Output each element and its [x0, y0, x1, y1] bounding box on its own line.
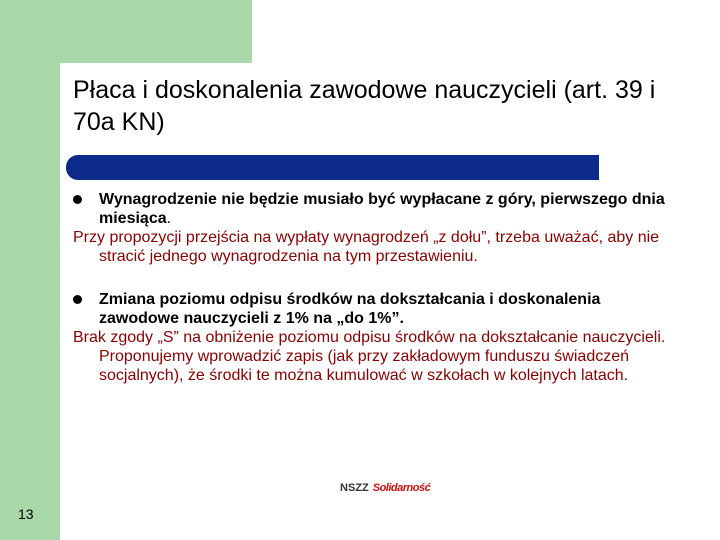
top-panel [0, 0, 252, 63]
bullet-text: Zmiana poziomu odpisu środków na dokształcania i doskonalenia zawodowe nauczycieli z 1% na „do 1%”. [99, 291, 601, 327]
slide-title: Płaca i doskonalenia zawodowe nauczycieli (art. 39 i 70a KN) [73, 76, 656, 136]
bullet-comment: Brak zgody „S” na obniżenie poziomu odpisu środków na dokształcanie nauczycieli. Proponujemy wprowadzić zapis (jak przy zakładowym funduszu świadczeń socjalnych), że środki te można kumulować w szkołach w kolejnych latach. [73, 329, 666, 384]
bullet-icon [73, 295, 82, 304]
content-item [73, 290, 673, 385]
nszz-solidarnosc-logo [340, 482, 430, 494]
bullet-point [73, 190, 673, 228]
bullet-comment: Przy propozycji przejścia na wypłaty wynagrodzeń „z dołu”, trzeba uważać, aby nie stracić jednego wynagrodzenia na tym przestawieniu. [73, 229, 660, 265]
title-underline-bar [66, 155, 599, 180]
bullet-icon [73, 195, 82, 204]
bullet-text-end: . [166, 210, 172, 227]
slide-content [73, 190, 673, 409]
bullet-text: Wynagrodzenie nie będzie musiało być wypłacane z góry, pierwszego dnia miesiąca [99, 191, 665, 227]
content-item [73, 190, 673, 266]
side-panel [0, 0, 60, 540]
logo-solidarnosc-text: Solidarność [372, 482, 431, 494]
bullet-point [73, 290, 673, 328]
page-number: 13 [18, 506, 34, 522]
logo-nszz-text: NSZZ [340, 482, 369, 494]
